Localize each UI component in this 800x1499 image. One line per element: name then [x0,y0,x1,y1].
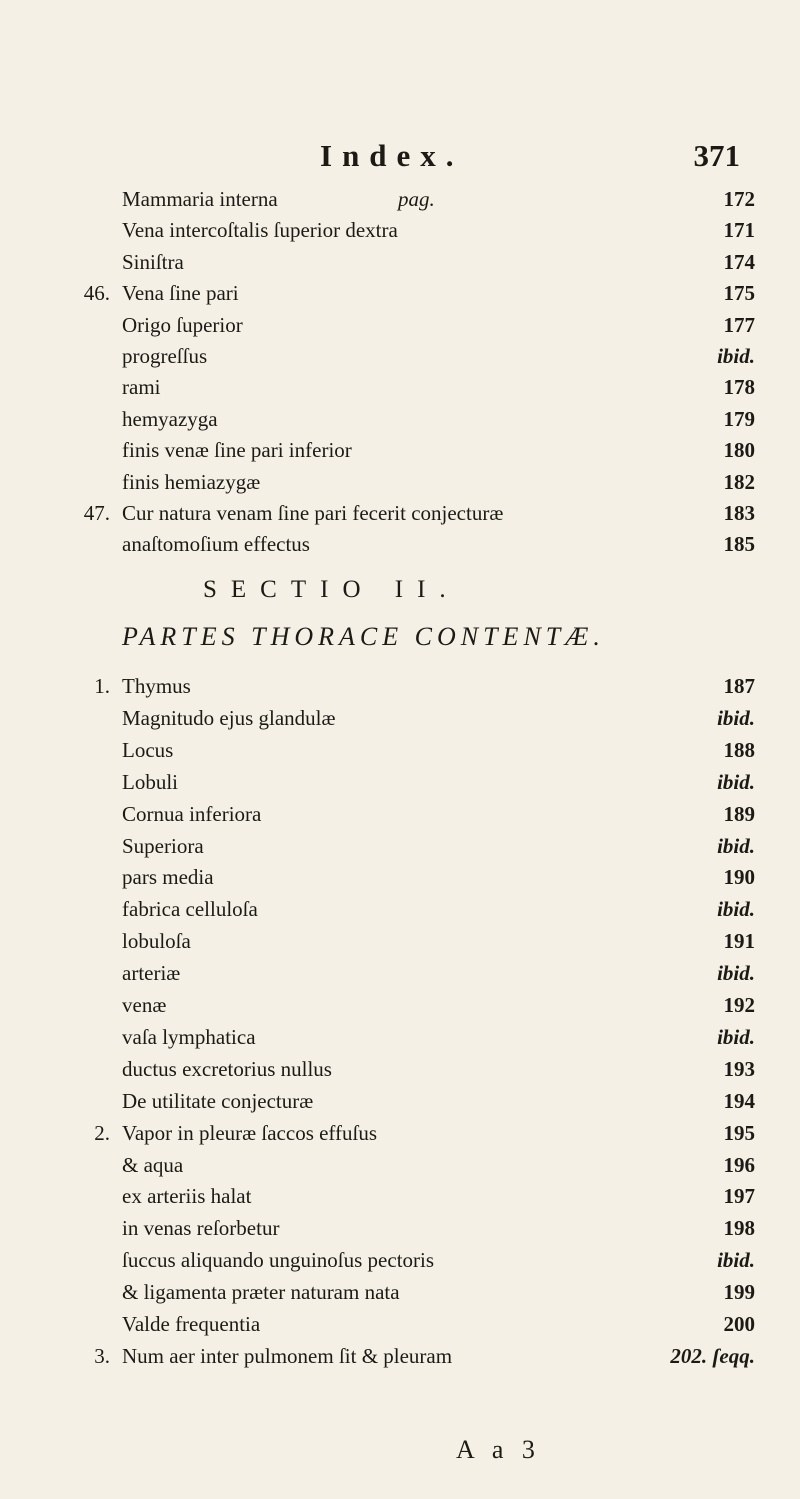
entry-label: Vena intercoſtalis ſuperior dextra [122,218,398,243]
pag-abbreviation: pag. [398,187,435,211]
index-entry [0,864,800,890]
entry-label: lobuloſa [122,929,191,954]
entry-label: ductus excretorius nullus [122,1056,332,1081]
entry-label: Origo ſuperior [122,312,243,337]
header-page-number: 371 [693,138,740,173]
running-header [320,138,740,178]
index-entry [0,960,800,986]
entry-page: 188 [723,737,755,762]
entry-label: Mammaria interna [122,187,278,211]
entry-page: 199 [723,1280,755,1305]
entry-label: vaſa lymphatica [122,1024,256,1049]
entry-page: ibid. [717,344,755,368]
index-entry [0,1279,800,1305]
entry-page: 185 [723,532,755,557]
entry-page: 182 [723,469,755,494]
entry-page: 189 [723,801,755,826]
entry-number: 2. [94,1120,110,1145]
entry-label: Num aer inter pulmonem ſit & pleuram [122,1343,453,1368]
entry-page: 190 [723,865,755,890]
index-entry [0,928,800,954]
section-subheading: PARTES THORACE CONTENTÆ. [122,622,605,651]
index-entry [0,469,800,495]
entry-label: in venas reſorbetur [122,1216,280,1241]
index-entry [0,1247,800,1273]
entry-page: 197 [723,1184,755,1209]
entry-page: 178 [723,375,755,400]
index-entry [0,833,800,859]
entry-label: Valde frequentia [122,1312,261,1336]
entry-page: 198 [723,1216,755,1241]
entry-page: ibid. [717,961,755,986]
entry-page: 202. ſeqq. [670,1343,755,1368]
index-entry [0,801,800,827]
entry-label: Lobuli [122,769,178,794]
index-entry [0,1311,800,1337]
entry-page: 180 [723,438,755,463]
entry-page: 175 [723,281,755,306]
index-entry [0,673,800,699]
entry-number: 46. [83,281,110,306]
index-entry [0,1024,800,1050]
entry-label: De utilitate conjecturæ [122,1088,314,1113]
entry-page: 200 [723,1312,755,1336]
entry-page: 172 [723,187,755,211]
index-entry [0,312,800,338]
entry-page: 179 [723,406,755,431]
entry-label: rami [122,375,161,400]
entry-label: Cornua inferiora [122,801,262,826]
entry-label: Locus [122,737,174,762]
entry-label: finis hemiazygæ [122,469,261,494]
section-heading: SECTIO II. [203,576,460,603]
entry-label: Siniſtra [122,249,184,274]
index-entry [0,437,800,463]
entry-label: Magnitudo ejus glandulæ [122,705,336,730]
entry-page: 171 [723,218,755,243]
entry-page: 183 [723,501,755,525]
entry-label: Superiora [122,833,204,858]
entry-page: ibid. [717,1248,755,1273]
entry-label: & ligamenta præter naturam nata [122,1280,400,1305]
index-entry [0,1056,800,1082]
index-entry [0,896,800,922]
index-entry [0,249,800,275]
entry-label: venæ [122,993,167,1017]
index-entry [0,769,800,795]
entry-label: ſuccus aliquando unguinoſus pectoris [122,1248,435,1273]
entry-page: 196 [723,1152,755,1177]
entry-label: pars media [122,865,214,890]
index-entry [0,217,800,243]
index-entry [0,1343,800,1369]
entry-label: arteriæ [122,961,181,986]
index-entry [0,737,800,763]
index-entry [0,374,800,400]
entry-page: ibid. [717,897,755,922]
entry-label: Thymus [122,674,191,698]
entry-label: fabrica celluloſa [122,897,258,922]
index-entry [0,280,800,306]
index-entry [0,705,800,731]
header-title: Index. [320,138,464,173]
index-entry [0,343,800,369]
entry-page: 187 [723,674,755,698]
entry-page: ibid. [717,833,755,858]
index-entry [0,1088,800,1114]
entry-page: 191 [723,929,755,954]
entry-label: Cur natura venam ſine pari fecerit conjecturæ [122,501,504,525]
entry-page: 174 [723,249,755,274]
index-entry [0,1120,800,1146]
signature-mark: A a 3 [456,1435,541,1464]
entry-label: & aqua [122,1152,184,1177]
entry-page: ibid. [717,705,755,730]
index-entry [0,531,800,557]
entry-number: 1. [94,674,110,698]
entry-page: 194 [723,1088,755,1113]
entry-number: 3. [94,1343,110,1368]
index-entry [0,992,800,1018]
entry-page: 195 [723,1120,755,1145]
entry-page: 192 [723,993,755,1017]
entry-number: 47. [83,501,110,525]
index-entry [0,1183,800,1209]
index-entry [0,1152,800,1178]
entry-page: ibid. [717,1024,755,1049]
entry-label: Vena ſine pari [122,281,239,306]
entry-page: 177 [723,312,755,337]
entry-label: Vapor in pleuræ ſaccos effuſus [122,1120,378,1145]
entry-label: anaſtomoſium effectus [122,532,310,557]
entry-label: ex arteriis halat [122,1184,252,1209]
entry-label: hemyazyga [122,406,218,431]
index-entry [0,406,800,432]
index-entry [0,500,800,526]
index-entry [0,186,800,212]
entry-page: ibid. [717,769,755,794]
entry-label: finis venæ ſine pari inferior [122,438,352,463]
entry-page: 193 [723,1056,755,1081]
entry-label: progreſſus [122,344,208,368]
index-entry [0,1215,800,1241]
